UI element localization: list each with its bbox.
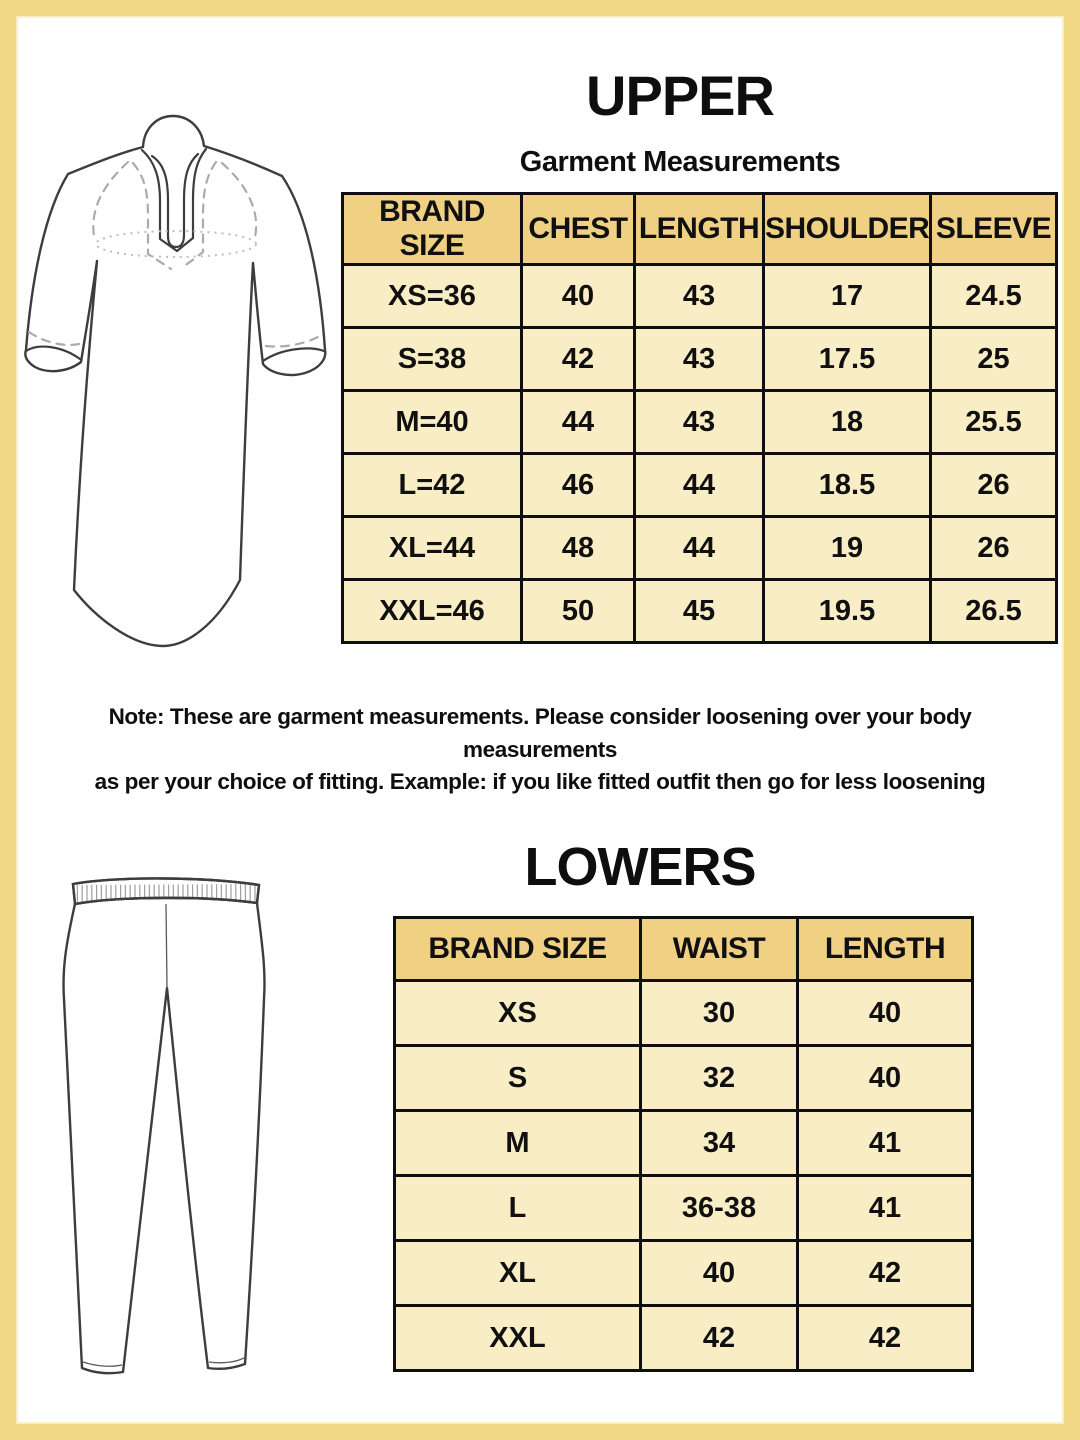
table-cell: 26.5 xyxy=(931,580,1057,643)
column-header: CHEST xyxy=(522,194,635,265)
table-row xyxy=(343,517,1057,580)
header-row xyxy=(395,918,973,981)
table-cell: 26 xyxy=(931,517,1057,580)
table-cell: 42 xyxy=(798,1306,973,1371)
table-cell: 45 xyxy=(635,580,764,643)
column-header: SLEEVE xyxy=(931,194,1057,265)
table-cell: L=42 xyxy=(343,454,522,517)
table-cell: M=40 xyxy=(343,391,522,454)
leggings-line-drawing xyxy=(63,878,264,1373)
table-cell: S=38 xyxy=(343,328,522,391)
table-row xyxy=(395,1176,973,1241)
header-row xyxy=(343,194,1057,265)
column-header: LENGTH xyxy=(798,918,973,981)
kurta-line-drawing xyxy=(25,116,325,646)
table-cell: 18 xyxy=(764,391,931,454)
table-cell: 43 xyxy=(635,391,764,454)
upper-measurements-table xyxy=(341,192,1058,644)
table-cell: 40 xyxy=(522,265,635,328)
column-header: BRAND SIZE xyxy=(343,194,522,265)
table-cell: 41 xyxy=(798,1111,973,1176)
table-row xyxy=(395,981,973,1046)
table-cell: XS xyxy=(395,981,641,1046)
lowers-measurements-table xyxy=(393,916,974,1372)
measurement-note xyxy=(40,701,1040,799)
table-cell: 26 xyxy=(931,454,1057,517)
table-cell: 40 xyxy=(798,1046,973,1111)
table-cell: 46 xyxy=(522,454,635,517)
table-cell: 42 xyxy=(641,1306,798,1371)
table-cell: 40 xyxy=(641,1241,798,1306)
table-row xyxy=(395,1046,973,1111)
table-cell: 36-38 xyxy=(641,1176,798,1241)
table-cell: S xyxy=(395,1046,641,1111)
lowers-section-title: LOWERS xyxy=(524,837,756,897)
table-cell: 19.5 xyxy=(764,580,931,643)
table-cell: 41 xyxy=(798,1176,973,1241)
table-cell: 44 xyxy=(635,517,764,580)
table-row xyxy=(395,1111,973,1176)
table-cell: 25.5 xyxy=(931,391,1057,454)
table-cell: 42 xyxy=(522,328,635,391)
table-cell: 17.5 xyxy=(764,328,931,391)
upper-section-subtitle: Garment Measurements xyxy=(519,146,841,178)
column-header: BRAND SIZE xyxy=(395,918,641,981)
table-cell: 19 xyxy=(764,517,931,580)
table-cell: XL=44 xyxy=(343,517,522,580)
note-line-2: as per your choice of fitting. Example: if you like fitted outfit then go for less loosening xyxy=(94,769,986,795)
table-cell: 42 xyxy=(798,1241,973,1306)
table-cell: 43 xyxy=(635,265,764,328)
table-cell: M xyxy=(395,1111,641,1176)
table-row xyxy=(343,328,1057,391)
upper-section-title: UPPER xyxy=(586,64,774,127)
column-header: LENGTH xyxy=(635,194,764,265)
table-cell: 30 xyxy=(641,981,798,1046)
table-cell: 40 xyxy=(798,981,973,1046)
column-header: SHOULDER xyxy=(764,194,931,265)
table-cell: 44 xyxy=(635,454,764,517)
table-cell: XXL xyxy=(395,1306,641,1371)
table-cell: 34 xyxy=(641,1111,798,1176)
table-row xyxy=(343,580,1057,643)
table-cell: 17 xyxy=(764,265,931,328)
table-row xyxy=(343,265,1057,328)
table-cell: 18.5 xyxy=(764,454,931,517)
table-cell: 25 xyxy=(931,328,1057,391)
table-row xyxy=(395,1306,973,1371)
note-line-1: Note: These are garment measurements. Please consider loosening over your body measurements xyxy=(108,704,972,762)
table-cell: XL xyxy=(395,1241,641,1306)
pants-illustration xyxy=(58,874,273,1379)
table-row xyxy=(343,454,1057,517)
table-cell: 32 xyxy=(641,1046,798,1111)
kurta-illustration xyxy=(20,106,332,654)
table-row xyxy=(395,1241,973,1306)
column-header: WAIST xyxy=(641,918,798,981)
table-cell: L xyxy=(395,1176,641,1241)
table-cell: 48 xyxy=(522,517,635,580)
table-cell: XS=36 xyxy=(343,265,522,328)
table-cell: XXL=46 xyxy=(343,580,522,643)
table-cell: 43 xyxy=(635,328,764,391)
table-cell: 24.5 xyxy=(931,265,1057,328)
table-cell: 50 xyxy=(522,580,635,643)
table-cell: 44 xyxy=(522,391,635,454)
table-row xyxy=(343,391,1057,454)
